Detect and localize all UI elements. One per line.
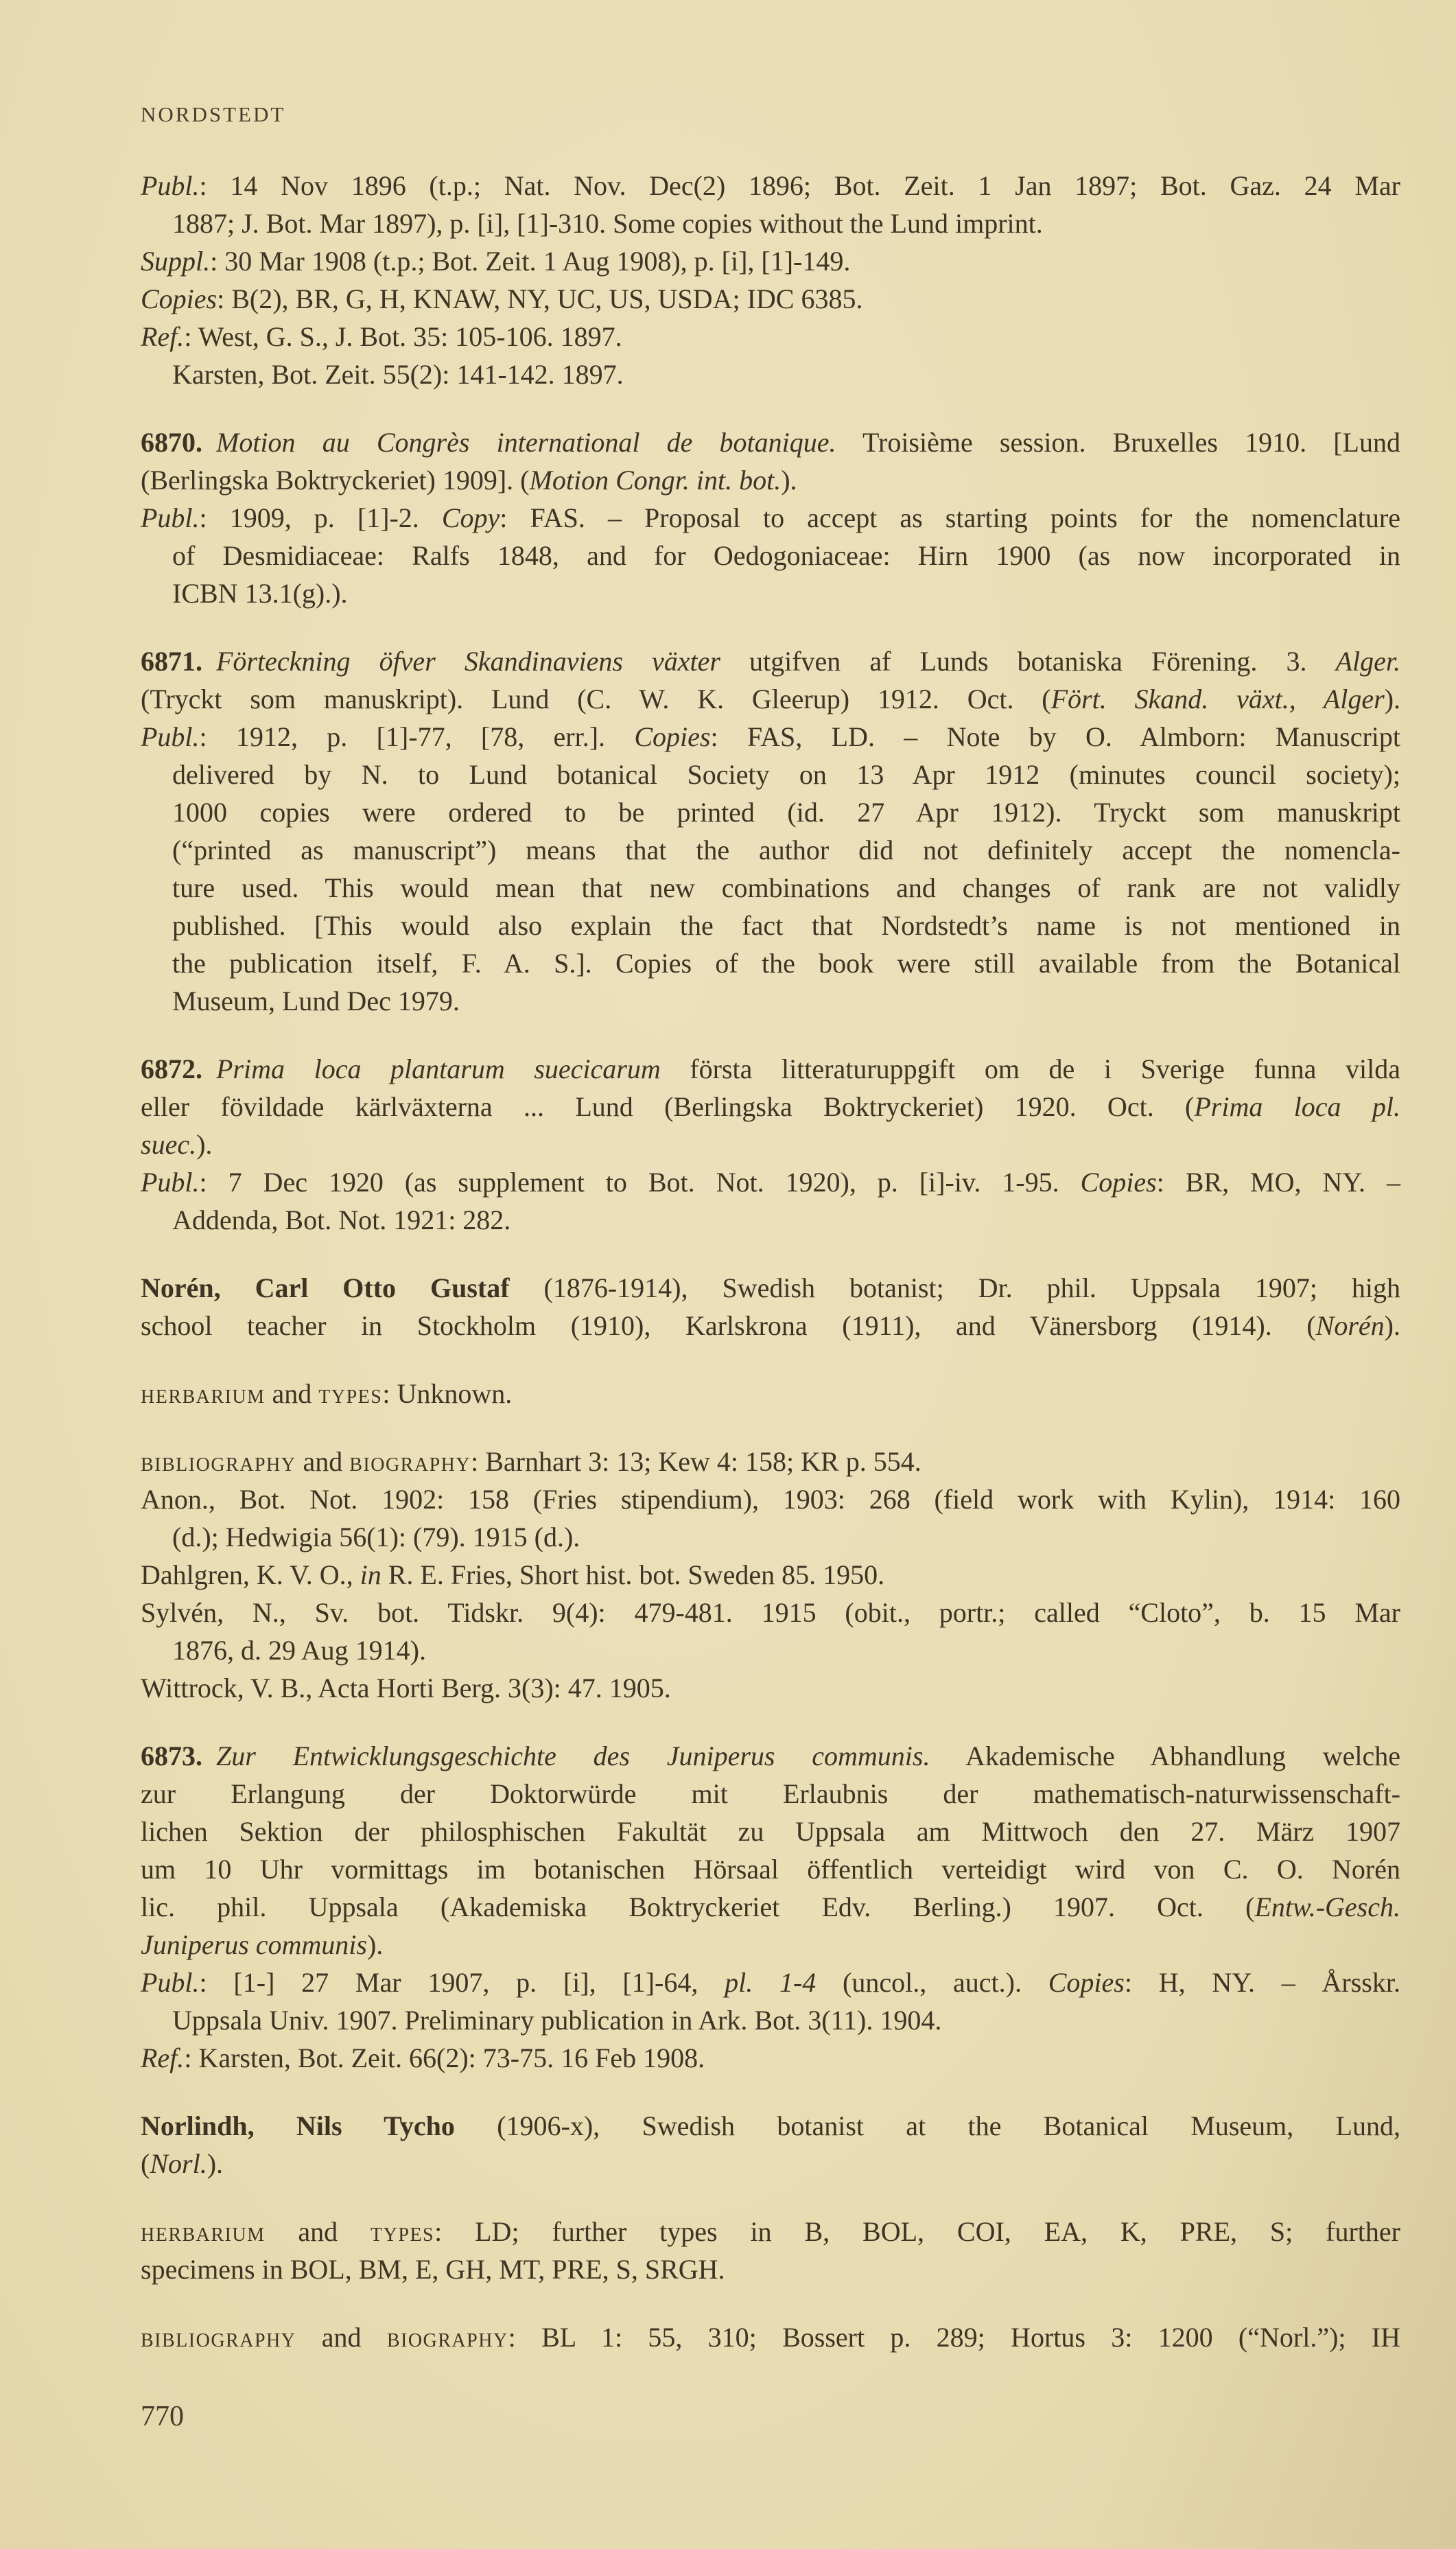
- text-segment-n: delivered by N. to Lund botanical Society on 13 Apr 1912 (minutes council society);: [172, 759, 1400, 790]
- biography-noren-heading: [141, 1269, 1400, 1345]
- text-line: [141, 1888, 1400, 1926]
- text-line: [141, 205, 1400, 242]
- text-segment-b: 6873.: [141, 1741, 202, 1771]
- text-segment-sc: HERBARIUM: [141, 1378, 266, 1409]
- text-segment-n: : BL 1: 55, 310; Bossert p. 289; Hortus 3: 1200 (“Norl.”); IH: [508, 2322, 1400, 2353]
- text-segment-sc: BIBLIOGRAPHY: [141, 2322, 296, 2353]
- text-segment-n: published. [This would also explain the fact that Nordstedt’s name is not mentioned in: [172, 910, 1400, 941]
- text-segment-i: Ref.: [141, 321, 185, 352]
- text-segment-i: Copies: [634, 721, 711, 752]
- text-segment-n: (d.); Hedwigia 56(1): (79). 1915 (d.).: [172, 1522, 580, 1552]
- text-segment-n: : H, NY. – Årsskr.: [1124, 1967, 1400, 1998]
- text-segment-n: Dahlgren, K. V. O.,: [141, 1559, 360, 1590]
- text-segment-n: : Karsten, Bot. Zeit. 66(2): 73-75. 16 Feb 1908.: [184, 2042, 705, 2073]
- text-line: [141, 642, 1400, 680]
- text-segment-n: Akademische Abhandlung welche: [930, 1741, 1401, 1771]
- text-line: [141, 242, 1400, 280]
- text-segment-n: : [1-] 27 Mar 1907, p. [i], [1]-64,: [199, 1967, 725, 1998]
- text-segment-n: : 30 Mar 1908 (t.p.; Bot. Zeit. 1 Aug 1908), p. [i], [1]-149.: [210, 246, 851, 277]
- text-segment-n: utgifven af Lunds botaniska Förening. 3.: [720, 646, 1336, 677]
- text-segment-b: Norlindh, Nils Tycho: [141, 2110, 455, 2141]
- text-column: [141, 103, 1400, 2356]
- text-segment-n: (uncol., auct.).: [816, 1967, 1048, 1998]
- text-segment-n: (“printed as manuscript”) means that the author did not definitely accept the nomencla-: [172, 835, 1400, 865]
- text-segment-i: Förteckning öfver Skandinaviens växter: [202, 646, 720, 677]
- text-line: [141, 2107, 1400, 2145]
- text-line: [141, 1518, 1400, 1556]
- text-line: [141, 1443, 1400, 1480]
- text-line: [141, 982, 1400, 1020]
- text-segment-n: : Unknown.: [382, 1378, 513, 1409]
- text-segment-i: Copies: [1048, 1967, 1125, 1998]
- text-segment-i: Copies: [141, 283, 218, 314]
- text-line: [141, 2213, 1400, 2250]
- text-segment-n: (1906-x), Swedish botanist at the Botanical Museum, Lund,: [454, 2110, 1400, 2141]
- text-line: [141, 869, 1400, 907]
- text-segment-n: ).: [1384, 1310, 1400, 1341]
- text-segment-i: Suppl.: [141, 246, 211, 277]
- text-line: [141, 1775, 1400, 1813]
- text-line: [141, 1126, 1400, 1163]
- text-segment-n: Wittrock, V. B., Acta Horti Berg. 3(3): 47. 1905.: [141, 1673, 671, 1703]
- text-segment-n: 1876, d. 29 Aug 1914).: [172, 1635, 426, 1666]
- text-line: [141, 574, 1400, 612]
- text-segment-n: of Desmidiaceae: Ralfs 1848, and for Oedogoniaceae: Hirn 1900 (as now incorporated in: [172, 540, 1400, 571]
- text-line: [141, 167, 1400, 205]
- text-segment-n: ).: [207, 2148, 224, 2179]
- biography-norlindh-heading: [141, 2107, 1400, 2183]
- entry-6872: [141, 1050, 1400, 1239]
- text-line: [141, 423, 1400, 461]
- text-line: [141, 1375, 1400, 1412]
- norlindh-bibliography-and-biography: [141, 2318, 1400, 2356]
- text-segment-i: Publ.: [141, 1167, 200, 1198]
- text-segment-n: 1887; J. Bot. Mar 1897), p. [i], [1]-310. Some copies without the Lund imprint.: [172, 208, 1043, 239]
- entry-6873: [141, 1737, 1400, 2077]
- text-segment-n: : FAS. – Proposal to accept as starting points for the nomenclature: [500, 502, 1400, 533]
- text-segment-n: : West, G. S., J. Bot. 35: 105-106. 1897.: [184, 321, 622, 352]
- text-line: [141, 2145, 1400, 2183]
- text-segment-n: : Barnhart 3: 13; Kew 4: 158; KR p. 554.: [471, 1446, 921, 1477]
- text-segment-n: : 1912, p. [1]-77, [78, err.].: [199, 721, 635, 752]
- text-segment-i: Norén: [1315, 1310, 1385, 1341]
- text-segment-i: Publ.: [141, 1967, 200, 1998]
- text-line: [141, 1631, 1400, 1669]
- text-segment-sc: BIOGRAPHY: [349, 1446, 471, 1477]
- noren-herbarium-and-types: [141, 1375, 1400, 1412]
- running-header: NORDSTEDT: [141, 102, 286, 126]
- text-segment-n: : 14 Nov 1896 (t.p.; Nat. Nov. Dec(2) 1896; Bot. Zeit. 1 Jan 1897; Bot. Gaz. 24 Mar: [199, 170, 1400, 201]
- text-segment-i: Fört. Skand. växt., Alger: [1050, 684, 1385, 714]
- text-segment-n: första litteraturuppgift om de i Sverige funna vilda: [660, 1054, 1400, 1084]
- text-segment-n: and: [296, 1446, 350, 1477]
- text-segment-i: Publ.: [141, 721, 200, 752]
- text-segment-n: ).: [366, 1929, 384, 1960]
- text-segment-n: : 1909, p. [1]-2.: [199, 502, 442, 533]
- text-line: [141, 537, 1400, 574]
- text-segment-n: (: [141, 2148, 150, 2179]
- entry-6871: [141, 642, 1400, 1020]
- entry-6870: [141, 423, 1400, 612]
- text-segment-i: Ref.: [141, 2042, 185, 2073]
- text-segment-n: : BR, MO, NY. –: [1156, 1167, 1400, 1198]
- text-segment-i: Alger.: [1335, 646, 1400, 677]
- text-segment-n: um 10 Uhr vormittags im botanischen Hörsaal öffentlich verteidigt wird von C. O. Norén: [141, 1854, 1400, 1885]
- text-segment-i: Prima loca pl.: [1194, 1091, 1400, 1122]
- text-segment-b: 6872.: [141, 1054, 202, 1084]
- text-segment-n: Museum, Lund Dec 1979.: [172, 986, 460, 1016]
- text-line: [141, 356, 1400, 393]
- norlindh-herbarium-and-types: [141, 2213, 1400, 2288]
- text-line: [141, 793, 1400, 831]
- text-line: [141, 1201, 1400, 1239]
- text-segment-n: ).: [196, 1129, 213, 1160]
- text-segment-sc: TYPES: [371, 2216, 435, 2247]
- text-segment-n: Karsten, Bot. Zeit. 55(2): 141-142. 1897.: [172, 359, 624, 390]
- text-line: [141, 2039, 1400, 2077]
- text-line: [141, 1850, 1400, 1888]
- text-line: [141, 1480, 1400, 1518]
- text-line: [141, 1594, 1400, 1631]
- text-line: [141, 499, 1400, 537]
- text-segment-i: Motion au Congrès international de botanique.: [202, 427, 836, 458]
- text-segment-i: pl. 1-4: [725, 1967, 817, 1998]
- text-line: [141, 1050, 1400, 1088]
- text-segment-n: specimens in BOL, BM, E, GH, MT, PRE, S, SRGH.: [141, 2254, 725, 2285]
- text-segment-i: Prima loca plantarum suecicarum: [202, 1054, 661, 1084]
- text-line: [141, 2318, 1400, 2356]
- text-line: [141, 831, 1400, 869]
- text-line: [141, 1307, 1400, 1345]
- text-segment-n: lichen Sektion der philosphischen Fakultät zu Uppsala am Mittwoch den 27. März 1907: [141, 1816, 1400, 1847]
- text-segment-n: lic. phil. Uppsala (Akademiska Boktryckeriet Edv. Berling.) 1907. Oct. (: [141, 1892, 1255, 1922]
- text-segment-i: in: [360, 1559, 381, 1590]
- text-segment-sc: BIOGRAPHY: [386, 2322, 508, 2353]
- text-segment-n: : LD; further types in B, BOL, COI, EA, K, PRE, S; further: [434, 2216, 1400, 2247]
- text-segment-n: (Berlingska Boktryckeriet) 1909]. (: [141, 465, 530, 496]
- page-number: 770: [141, 2401, 184, 2432]
- text-segment-b: 6871.: [141, 646, 202, 677]
- text-segment-i: Publ.: [141, 502, 200, 533]
- text-segment-n: Uppsala Univ. 1907. Preliminary publication in Ark. Bot. 3(11). 1904.: [172, 2005, 942, 2036]
- text-line: [141, 1813, 1400, 1850]
- text-line: [141, 756, 1400, 793]
- text-line: [141, 944, 1400, 982]
- text-segment-n: ).: [1384, 684, 1401, 714]
- text-segment-n: : 7 Dec 1920 (as supplement to Bot. Not. 1920), p. [i]-iv. 1-95.: [199, 1167, 1081, 1198]
- text-line: [141, 1088, 1400, 1126]
- text-content: [141, 167, 1400, 2356]
- text-segment-n: : FAS, LD. – Note by O. Almborn: Manuscript: [710, 721, 1400, 752]
- text-line: [141, 1556, 1400, 1594]
- text-line: [141, 1926, 1400, 1964]
- text-line: [141, 1669, 1400, 1707]
- text-segment-n: Sylvén, N., Sv. bot. Tidskr. 9(4): 479-481. 1915 (obit., portr.; called “Cloto”, b. 15 Mar: [141, 1597, 1400, 1628]
- text-segment-n: R. E. Fries, Short hist. bot. Sweden 85. 1950.: [381, 1559, 885, 1590]
- text-line: [141, 1163, 1400, 1201]
- text-segment-b: 6870.: [141, 427, 202, 458]
- text-line: [141, 461, 1400, 499]
- text-line: [141, 1737, 1400, 1775]
- text-segment-n: Anon., Bot. Not. 1902: 158 (Fries stipendium), 1903: 268 (field work with Kylin), 1914: 160: [141, 1484, 1400, 1515]
- text-segment-i: Copies: [1080, 1167, 1157, 1198]
- text-segment-n: school teacher in Stockholm (1910), Karlskrona (1911), and Vänersborg (1914). (: [141, 1310, 1316, 1341]
- text-line: [141, 907, 1400, 944]
- text-segment-i: Copy: [441, 502, 500, 533]
- text-line: [141, 2250, 1400, 2288]
- text-line: [141, 2001, 1400, 2039]
- text-segment-n: ).: [781, 465, 797, 496]
- text-segment-i: Entw.-Gesch.: [1254, 1892, 1400, 1922]
- text-segment-n: the publication itself, F. A. S.]. Copies of the book were still available from the Botanical: [172, 948, 1400, 979]
- text-segment-sc: TYPES: [318, 1378, 383, 1409]
- text-segment-i: suec.: [141, 1129, 197, 1160]
- text-segment-n: and: [265, 2216, 371, 2247]
- text-segment-sc: HERBARIUM: [141, 2216, 266, 2247]
- text-line: [141, 318, 1400, 356]
- text-segment-n: ICBN 13.1(g).).: [172, 578, 348, 609]
- text-segment-n: Troisième session. Bruxelles 1910. [Lund: [836, 427, 1400, 458]
- text-line: [141, 1269, 1400, 1307]
- text-line: [141, 680, 1400, 718]
- text-segment-n: Addenda, Bot. Not. 1921: 282.: [172, 1204, 511, 1235]
- text-segment-sc: BIBLIOGRAPHY: [141, 1446, 296, 1477]
- text-segment-n: (1876-1914), Swedish botanist; Dr. phil. Uppsala 1907; high: [509, 1272, 1401, 1303]
- text-segment-n: 1000 copies were ordered to be printed (id. 27 Apr 1912). Tryckt som manuskript: [172, 797, 1400, 828]
- text-segment-b: Norén, Carl Otto Gustaf: [141, 1272, 510, 1303]
- text-segment-n: eller fövildade kärlväxterna ... Lund (Berlingska Boktryckeriet) 1920. Oct. (: [141, 1091, 1195, 1122]
- nordstedt-publication-details: [141, 167, 1400, 393]
- text-segment-n: (Tryckt som manuskript). Lund (C. W. K. Gleerup) 1912. Oct. (: [141, 684, 1051, 714]
- text-segment-n: ture used. This would mean that new combinations and changes of rank are not validly: [172, 872, 1400, 903]
- text-line: [141, 1964, 1400, 2001]
- text-line: [141, 280, 1400, 318]
- text-segment-n: : B(2), BR, G, H, KNAW, NY, UC, US, USDA; IDC 6385.: [217, 283, 863, 314]
- text-segment-i: Publ.: [141, 170, 200, 201]
- text-segment-i: Motion Congr. int. bot.: [529, 465, 782, 496]
- text-line: [141, 718, 1400, 756]
- noren-bibliography-and-biography: [141, 1443, 1400, 1707]
- text-segment-i: Zur Entwicklungsgeschichte des Juniperus communis.: [202, 1741, 930, 1771]
- text-segment-n: zur Erlangung der Doktorwürde mit Erlaubnis der mathematisch-naturwissenschaft-: [141, 1778, 1400, 1809]
- text-segment-i: Juniperus communis: [141, 1929, 367, 1960]
- text-segment-n: and: [296, 2322, 387, 2353]
- text-segment-n: and: [265, 1378, 319, 1409]
- text-segment-i: Norl.: [150, 2148, 207, 2179]
